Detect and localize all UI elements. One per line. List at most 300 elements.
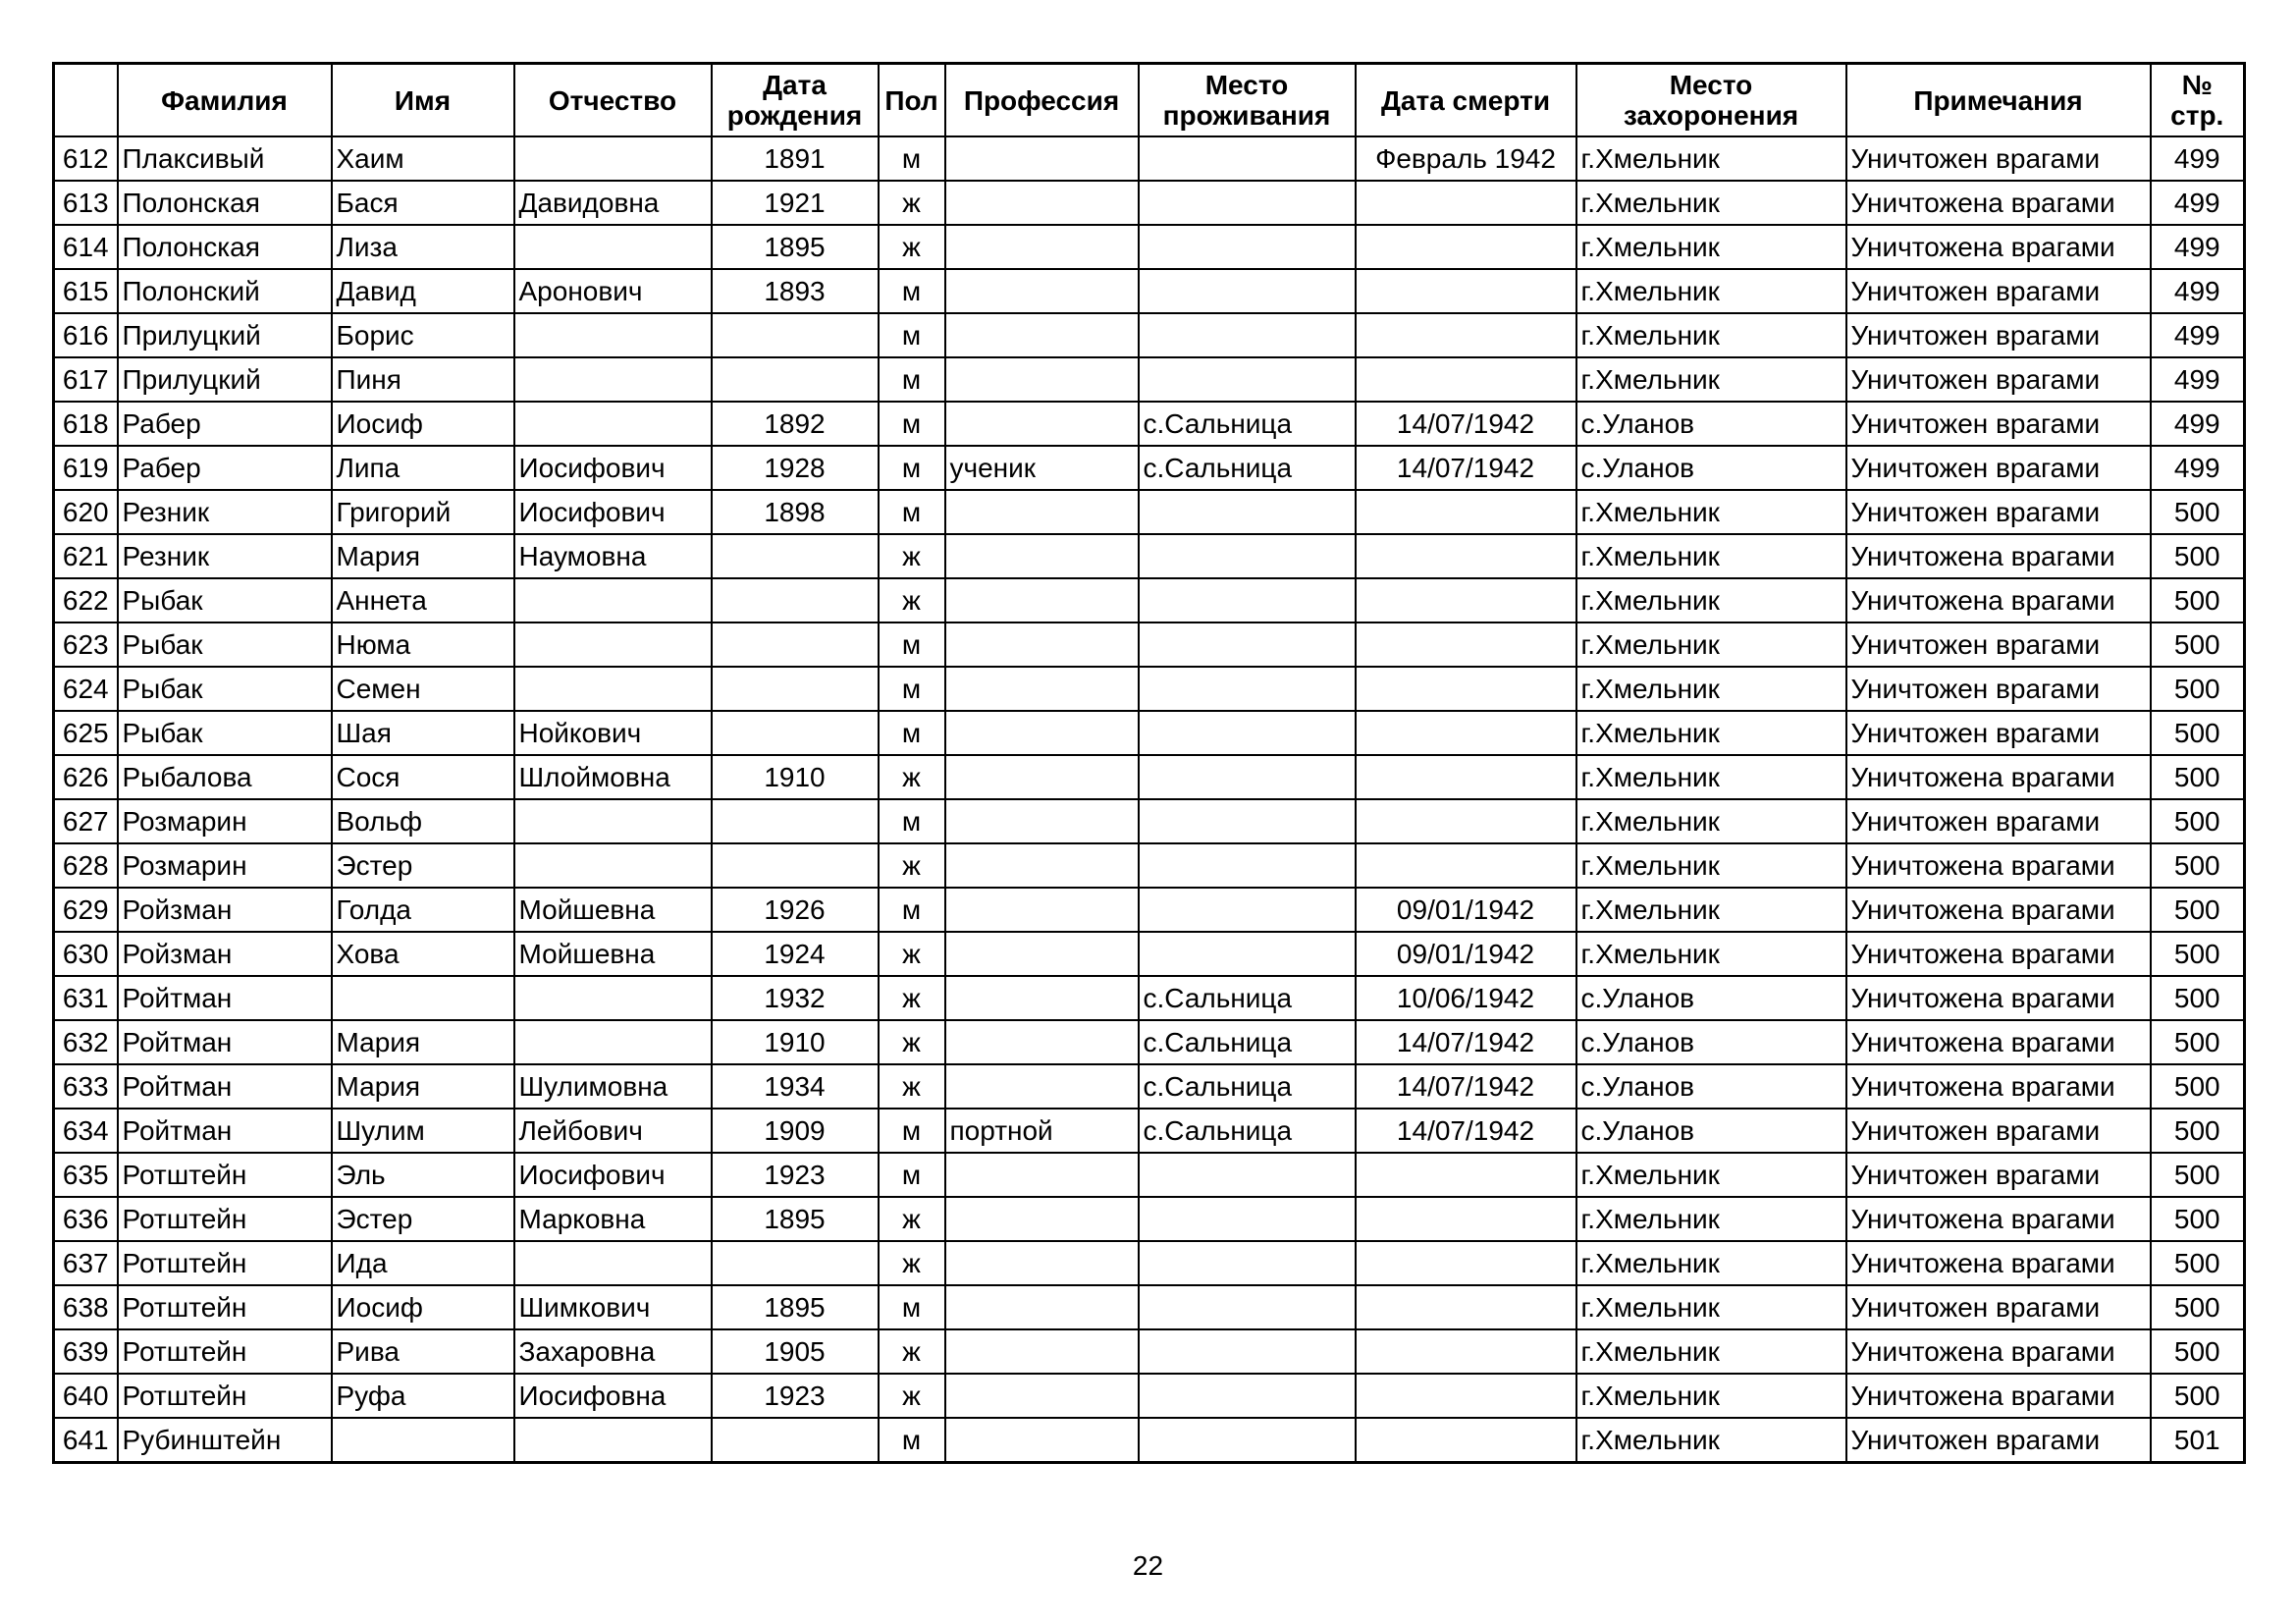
cell-residence (1139, 136, 1356, 181)
header-sex: Пол (879, 64, 945, 137)
cell-patronymic: Иосифович (514, 1153, 712, 1197)
cell-patronymic: Мойшевна (514, 888, 712, 932)
cell-notes: Уничтожен врагами (1846, 623, 2151, 667)
cell-surname: Полонская (118, 225, 332, 269)
cell-profession (945, 225, 1139, 269)
cell-birth: 1891 (712, 136, 879, 181)
cell-death (1356, 534, 1576, 578)
cell-patronymic: Шлоймовна (514, 755, 712, 799)
cell-burial: г.Хмельник (1576, 843, 1846, 888)
cell-num: 625 (54, 711, 118, 755)
cell-burial: г.Хмельник (1576, 888, 1846, 932)
cell-residence (1139, 1285, 1356, 1329)
cell-birth: 1928 (712, 446, 879, 490)
cell-notes: Уничтожен врагами (1846, 357, 2151, 402)
cell-num: 624 (54, 667, 118, 711)
cell-num: 635 (54, 1153, 118, 1197)
cell-surname: Ройзман (118, 888, 332, 932)
cell-burial: г.Хмельник (1576, 578, 1846, 623)
cell-notes: Уничтожена врагами (1846, 1197, 2151, 1241)
cell-page: 500 (2151, 1064, 2245, 1109)
cell-profession (945, 578, 1139, 623)
cell-first-name: Хаим (332, 136, 514, 181)
cell-num: 630 (54, 932, 118, 976)
cell-patronymic: Мойшевна (514, 932, 712, 976)
cell-sex: ж (879, 181, 945, 225)
header-burial-place: Место захоронения (1576, 64, 1846, 137)
cell-first-name: Эль (332, 1153, 514, 1197)
cell-notes: Уничтожен врагами (1846, 313, 2151, 357)
table-row (54, 1153, 2245, 1197)
cell-patronymic: Аронович (514, 269, 712, 313)
cell-surname: Ройтман (118, 976, 332, 1020)
cell-birth (712, 1241, 879, 1285)
cell-page: 500 (2151, 1329, 2245, 1374)
cell-surname: Ротштейн (118, 1197, 332, 1241)
cell-surname: Ройтман (118, 1064, 332, 1109)
cell-num: 640 (54, 1374, 118, 1418)
header-page-ref: № стр. (2151, 64, 2245, 137)
cell-notes: Уничтожена врагами (1846, 755, 2151, 799)
cell-death (1356, 269, 1576, 313)
cell-surname: Рыбалова (118, 755, 332, 799)
table-row (54, 136, 2245, 181)
cell-surname: Ройтман (118, 1109, 332, 1153)
cell-burial: с.Уланов (1576, 976, 1846, 1020)
cell-burial: г.Хмельник (1576, 1374, 1846, 1418)
cell-residence (1139, 843, 1356, 888)
cell-profession: ученик (945, 446, 1139, 490)
cell-notes: Уничтожен врагами (1846, 667, 2151, 711)
cell-profession (945, 1153, 1139, 1197)
cell-first-name: Липа (332, 446, 514, 490)
cell-profession (945, 976, 1139, 1020)
table-row (54, 976, 2245, 1020)
cell-residence: с.Сальница (1139, 976, 1356, 1020)
cell-burial: с.Уланов (1576, 1064, 1846, 1109)
cell-death (1356, 711, 1576, 755)
cell-birth (712, 711, 879, 755)
cell-sex: ж (879, 1241, 945, 1285)
cell-page: 500 (2151, 578, 2245, 623)
cell-birth (712, 578, 879, 623)
cell-birth: 1905 (712, 1329, 879, 1374)
cell-death (1356, 755, 1576, 799)
cell-burial: г.Хмельник (1576, 1418, 1846, 1463)
cell-notes: Уничтожена врагами (1846, 1020, 2151, 1064)
cell-first-name: Семен (332, 667, 514, 711)
cell-num: 634 (54, 1109, 118, 1153)
cell-burial: г.Хмельник (1576, 932, 1846, 976)
cell-residence (1139, 711, 1356, 755)
cell-profession (945, 1020, 1139, 1064)
cell-burial: г.Хмельник (1576, 755, 1846, 799)
cell-sex: ж (879, 976, 945, 1020)
cell-patronymic (514, 402, 712, 446)
cell-residence: с.Сальница (1139, 446, 1356, 490)
cell-patronymic (514, 799, 712, 843)
cell-page: 500 (2151, 1241, 2245, 1285)
cell-num: 621 (54, 534, 118, 578)
table-row (54, 1241, 2245, 1285)
cell-page: 500 (2151, 843, 2245, 888)
cell-sex: ж (879, 578, 945, 623)
cell-surname: Рабер (118, 446, 332, 490)
cell-patronymic (514, 136, 712, 181)
table-row (54, 1374, 2245, 1418)
cell-notes: Уничтожена врагами (1846, 1064, 2151, 1109)
cell-surname: Полонский (118, 269, 332, 313)
cell-birth (712, 1418, 879, 1463)
cell-page: 500 (2151, 667, 2245, 711)
cell-patronymic (514, 578, 712, 623)
cell-notes: Уничтожен врагами (1846, 402, 2151, 446)
cell-page: 500 (2151, 1153, 2245, 1197)
cell-page: 499 (2151, 136, 2245, 181)
cell-death (1356, 490, 1576, 534)
cell-page: 500 (2151, 490, 2245, 534)
cell-first-name: Аннета (332, 578, 514, 623)
cell-surname: Прилуцкий (118, 313, 332, 357)
cell-first-name: Шулим (332, 1109, 514, 1153)
cell-page: 500 (2151, 799, 2245, 843)
cell-notes: Уничтожена врагами (1846, 534, 2151, 578)
header-birth-date: Дата рождения (712, 64, 879, 137)
cell-surname: Рубинштейн (118, 1418, 332, 1463)
cell-first-name: Голда (332, 888, 514, 932)
cell-page: 500 (2151, 1109, 2245, 1153)
cell-birth: 1910 (712, 755, 879, 799)
cell-first-name: Пиня (332, 357, 514, 402)
cell-residence (1139, 1241, 1356, 1285)
cell-first-name (332, 976, 514, 1020)
cell-birth: 1892 (712, 402, 879, 446)
cell-burial: г.Хмельник (1576, 623, 1846, 667)
cell-birth (712, 623, 879, 667)
cell-sex: м (879, 136, 945, 181)
cell-first-name: Эстер (332, 843, 514, 888)
cell-burial: г.Хмельник (1576, 1153, 1846, 1197)
cell-burial: г.Хмельник (1576, 667, 1846, 711)
cell-profession (945, 313, 1139, 357)
cell-page: 499 (2151, 402, 2245, 446)
cell-sex: м (879, 269, 945, 313)
cell-death (1356, 1241, 1576, 1285)
table-row (54, 755, 2245, 799)
cell-death: 14/07/1942 (1356, 446, 1576, 490)
cell-burial: с.Уланов (1576, 1109, 1846, 1153)
cell-sex: ж (879, 1329, 945, 1374)
cell-death: 14/07/1942 (1356, 1020, 1576, 1064)
cell-surname: Резник (118, 534, 332, 578)
cell-birth (712, 313, 879, 357)
cell-surname: Ротштейн (118, 1329, 332, 1374)
cell-burial: г.Хмельник (1576, 1241, 1846, 1285)
cell-page: 500 (2151, 1197, 2245, 1241)
cell-surname: Плаксивый (118, 136, 332, 181)
cell-sex: ж (879, 1374, 945, 1418)
cell-residence: с.Сальница (1139, 402, 1356, 446)
header-patronymic: Отчество (514, 64, 712, 137)
cell-profession (945, 269, 1139, 313)
cell-num: 622 (54, 578, 118, 623)
cell-birth: 1893 (712, 269, 879, 313)
cell-profession (945, 932, 1139, 976)
cell-patronymic: Наумовна (514, 534, 712, 578)
cell-first-name: Лиза (332, 225, 514, 269)
cell-death (1356, 843, 1576, 888)
cell-notes: Уничтожена врагами (1846, 578, 2151, 623)
cell-num: 637 (54, 1241, 118, 1285)
cell-sex: ж (879, 843, 945, 888)
cell-residence (1139, 1329, 1356, 1374)
cell-sex: м (879, 667, 945, 711)
cell-page: 500 (2151, 1020, 2245, 1064)
table-row (54, 1064, 2245, 1109)
cell-first-name: Ида (332, 1241, 514, 1285)
cell-surname: Рыбак (118, 578, 332, 623)
header-index (54, 64, 118, 137)
cell-death (1356, 667, 1576, 711)
cell-residence: с.Сальница (1139, 1109, 1356, 1153)
cell-birth (712, 357, 879, 402)
cell-num: 636 (54, 1197, 118, 1241)
cell-sex: м (879, 402, 945, 446)
cell-first-name: Мария (332, 534, 514, 578)
cell-birth: 1932 (712, 976, 879, 1020)
cell-page: 499 (2151, 181, 2245, 225)
cell-notes: Уничтожен врагами (1846, 269, 2151, 313)
cell-profession (945, 136, 1139, 181)
cell-num: 638 (54, 1285, 118, 1329)
cell-notes: Уничтожена врагами (1846, 888, 2151, 932)
cell-first-name: Шая (332, 711, 514, 755)
cell-residence (1139, 932, 1356, 976)
cell-birth: 1898 (712, 490, 879, 534)
cell-num: 641 (54, 1418, 118, 1463)
table-row (54, 446, 2245, 490)
cell-profession (945, 1197, 1139, 1241)
cell-death: 09/01/1942 (1356, 888, 1576, 932)
cell-sex: м (879, 1109, 945, 1153)
cell-page: 500 (2151, 755, 2245, 799)
cell-num: 612 (54, 136, 118, 181)
cell-notes: Уничтожена врагами (1846, 843, 2151, 888)
header-residence: Место проживания (1139, 64, 1356, 137)
cell-residence (1139, 667, 1356, 711)
cell-sex: ж (879, 932, 945, 976)
cell-profession (945, 1329, 1139, 1374)
cell-page: 500 (2151, 623, 2245, 667)
cell-birth: 1910 (712, 1020, 879, 1064)
cell-death (1356, 623, 1576, 667)
cell-sex: м (879, 711, 945, 755)
header-notes: Примечания (1846, 64, 2151, 137)
cell-death (1356, 1285, 1576, 1329)
cell-birth: 1924 (712, 932, 879, 976)
cell-num: 618 (54, 402, 118, 446)
cell-patronymic (514, 976, 712, 1020)
table-row (54, 932, 2245, 976)
table-row (54, 313, 2245, 357)
cell-notes: Уничтожен врагами (1846, 1418, 2151, 1463)
cell-num: 633 (54, 1064, 118, 1109)
records-table (52, 62, 2246, 1464)
cell-num: 639 (54, 1329, 118, 1374)
cell-profession (945, 181, 1139, 225)
cell-death (1356, 1374, 1576, 1418)
cell-surname: Рыбак (118, 711, 332, 755)
cell-birth (712, 843, 879, 888)
cell-residence (1139, 799, 1356, 843)
cell-first-name: Иосиф (332, 1285, 514, 1329)
cell-sex: м (879, 357, 945, 402)
cell-burial: г.Хмельник (1576, 136, 1846, 181)
cell-sex: м (879, 623, 945, 667)
cell-patronymic: Лейбович (514, 1109, 712, 1153)
cell-birth: 1923 (712, 1374, 879, 1418)
cell-residence (1139, 225, 1356, 269)
cell-sex: ж (879, 1020, 945, 1064)
cell-page: 500 (2151, 932, 2245, 976)
cell-surname: Ротштейн (118, 1241, 332, 1285)
cell-first-name: Хова (332, 932, 514, 976)
cell-patronymic: Давидовна (514, 181, 712, 225)
table-row (54, 667, 2245, 711)
cell-patronymic: Нойкович (514, 711, 712, 755)
table-row (54, 1109, 2245, 1153)
cell-num: 613 (54, 181, 118, 225)
cell-death (1356, 225, 1576, 269)
cell-residence: с.Сальница (1139, 1064, 1356, 1109)
cell-sex: м (879, 1153, 945, 1197)
cell-profession (945, 1064, 1139, 1109)
cell-burial: г.Хмельник (1576, 269, 1846, 313)
cell-burial: с.Уланов (1576, 402, 1846, 446)
cell-patronymic: Шимкович (514, 1285, 712, 1329)
cell-num: 617 (54, 357, 118, 402)
cell-surname: Ройзман (118, 932, 332, 976)
cell-birth: 1895 (712, 1285, 879, 1329)
table-row (54, 1020, 2245, 1064)
cell-residence (1139, 578, 1356, 623)
cell-notes: Уничтожена врагами (1846, 1374, 2151, 1418)
cell-sex: ж (879, 1064, 945, 1109)
cell-page: 499 (2151, 225, 2245, 269)
cell-residence (1139, 534, 1356, 578)
cell-death: Февраль 1942 (1356, 136, 1576, 181)
cell-notes: Уничтожен врагами (1846, 1153, 2151, 1197)
cell-page: 500 (2151, 711, 2245, 755)
cell-num: 628 (54, 843, 118, 888)
cell-death: 09/01/1942 (1356, 932, 1576, 976)
cell-surname: Ротштейн (118, 1153, 332, 1197)
cell-patronymic: Иосифович (514, 446, 712, 490)
cell-page: 499 (2151, 313, 2245, 357)
cell-burial: г.Хмельник (1576, 1197, 1846, 1241)
cell-surname: Розмарин (118, 799, 332, 843)
table-row (54, 181, 2245, 225)
cell-notes: Уничтожен врагами (1846, 799, 2151, 843)
cell-first-name: Рива (332, 1329, 514, 1374)
cell-profession (945, 711, 1139, 755)
table-row (54, 1197, 2245, 1241)
cell-page: 500 (2151, 1374, 2245, 1418)
cell-surname: Рыбак (118, 623, 332, 667)
cell-profession (945, 490, 1139, 534)
table-row (54, 799, 2245, 843)
cell-page: 501 (2151, 1418, 2245, 1463)
cell-first-name: Сося (332, 755, 514, 799)
cell-burial: г.Хмельник (1576, 225, 1846, 269)
cell-patronymic (514, 313, 712, 357)
cell-surname: Рыбак (118, 667, 332, 711)
cell-page: 500 (2151, 976, 2245, 1020)
cell-patronymic (514, 1241, 712, 1285)
cell-death (1356, 313, 1576, 357)
cell-profession (945, 888, 1139, 932)
cell-patronymic (514, 623, 712, 667)
cell-residence (1139, 1374, 1356, 1418)
cell-patronymic: Марковна (514, 1197, 712, 1241)
cell-residence (1139, 888, 1356, 932)
cell-residence (1139, 755, 1356, 799)
cell-birth: 1926 (712, 888, 879, 932)
page-number: 22 (1132, 1550, 1164, 1581)
cell-num: 627 (54, 799, 118, 843)
cell-patronymic (514, 1418, 712, 1463)
cell-first-name: Мария (332, 1064, 514, 1109)
cell-num: 626 (54, 755, 118, 799)
cell-sex: м (879, 1285, 945, 1329)
cell-first-name: Мария (332, 1020, 514, 1064)
cell-residence (1139, 1197, 1356, 1241)
cell-burial: г.Хмельник (1576, 534, 1846, 578)
cell-patronymic (514, 667, 712, 711)
cell-sex: м (879, 888, 945, 932)
cell-burial: г.Хмельник (1576, 490, 1846, 534)
cell-sex: м (879, 490, 945, 534)
cell-profession (945, 534, 1139, 578)
cell-birth: 1895 (712, 1197, 879, 1241)
cell-profession (945, 843, 1139, 888)
cell-birth (712, 667, 879, 711)
cell-surname: Прилуцкий (118, 357, 332, 402)
cell-page: 499 (2151, 269, 2245, 313)
cell-burial: г.Хмельник (1576, 799, 1846, 843)
table-row (54, 623, 2245, 667)
cell-first-name: Руфа (332, 1374, 514, 1418)
cell-first-name: Иосиф (332, 402, 514, 446)
cell-patronymic (514, 1020, 712, 1064)
cell-first-name: Давид (332, 269, 514, 313)
cell-death (1356, 1418, 1576, 1463)
cell-residence (1139, 623, 1356, 667)
header-first-name: Имя (332, 64, 514, 137)
cell-burial: г.Хмельник (1576, 711, 1846, 755)
cell-profession (945, 1374, 1139, 1418)
cell-sex: м (879, 446, 945, 490)
cell-death (1356, 578, 1576, 623)
cell-page: 499 (2151, 357, 2245, 402)
table-row (54, 1329, 2245, 1374)
cell-notes: Уничтожен врагами (1846, 711, 2151, 755)
cell-patronymic (514, 843, 712, 888)
table-row (54, 711, 2245, 755)
cell-profession (945, 623, 1139, 667)
cell-profession (945, 402, 1139, 446)
cell-notes: Уничтожен врагами (1846, 490, 2151, 534)
